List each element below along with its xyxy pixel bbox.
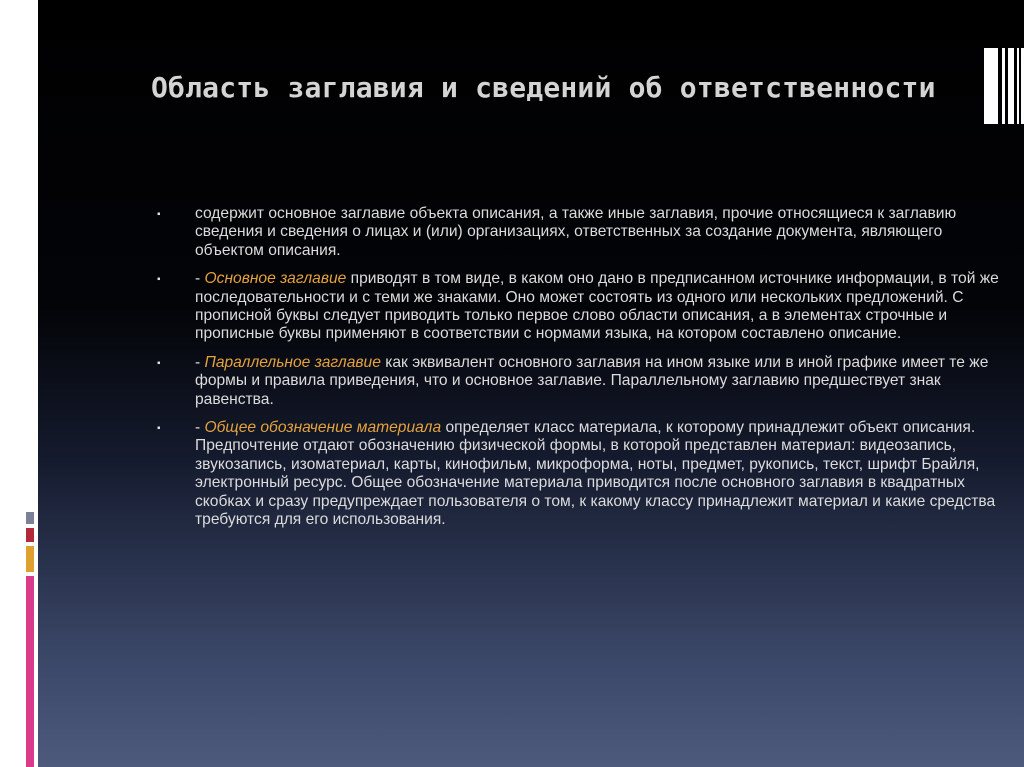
bullet-text: приводят в том виде, в каком оно дано в предписанном источнике информации, в той же последовательности и с теми же знаками. Оно может состоять из одного или нескольких предложений. С прописной буквы следует приводить только первое слово области описания, а в элементах строчные и прописные буквы применяют в соответствии с нормами языка, на котором составлено описание. (195, 270, 999, 343)
bullet-prefix: - (195, 270, 205, 288)
decor-bar (984, 48, 998, 124)
decorative-bars-right (984, 48, 1024, 124)
decor-bar (1017, 48, 1019, 124)
decor-segment-yellow (26, 546, 34, 572)
list-item (151, 205, 1011, 260)
decor-bar (1008, 48, 1014, 124)
decorative-bars-left (26, 512, 36, 767)
bullet-highlight: Общее обозначение материала (204, 419, 442, 437)
decor-bar (1002, 48, 1005, 124)
decor-segment-pink (26, 576, 34, 767)
square-bullet-icon: ▪ (157, 274, 161, 286)
square-bullet-icon: ▪ (157, 423, 161, 435)
decor-segment-gray (26, 512, 34, 524)
slide-title: Область заглавия и сведений об ответственности (151, 71, 936, 104)
slide-background (38, 0, 1024, 767)
list-item (151, 270, 1011, 344)
bullet-prefix: - (195, 353, 205, 371)
bullet-highlight: Основное заглавие (204, 270, 347, 288)
bullet-text: содержит основное заглавие объекта описания, а также иные заглавия, прочие относящиеся к заглавию сведения и сведения о лицах и (или) организациях, ответственных за создание документа, являющего объектом описания. (195, 205, 957, 259)
bullet-prefix: - (195, 419, 205, 437)
square-bullet-icon: ▪ (157, 357, 161, 369)
list-item (151, 419, 1011, 529)
bullet-list (151, 205, 1011, 540)
decor-segment-red (26, 528, 34, 542)
bullet-text: определяет класс материала, к которому принадлежит объект описания. Предпочтение отдают обозначению физической формы, в которой представлен материал: видеозапись, звукозапись, изоматериал, карты, кинофильм, микроформа, ноты, предмет, рукопись, текст, шрифт Брайля, электронный ресурс. Общее обозначение материала приводится после основного заглавия в квадратных скобках и сразу предупреждает пользователя о том, к какому классу принадлежит материал и какие средства требуются для его использования. (195, 419, 996, 529)
bullet-text: как эквивалент основного заглавия на ином языке или в иной графике имеет те же формы и правила приведения, что и основное заглавие. Параллельному заглавию предшествует знак равенства. (195, 353, 989, 408)
list-item (151, 354, 1011, 409)
square-bullet-icon: ▪ (157, 209, 161, 220)
bullet-highlight: Параллельное заглавие (204, 353, 381, 371)
